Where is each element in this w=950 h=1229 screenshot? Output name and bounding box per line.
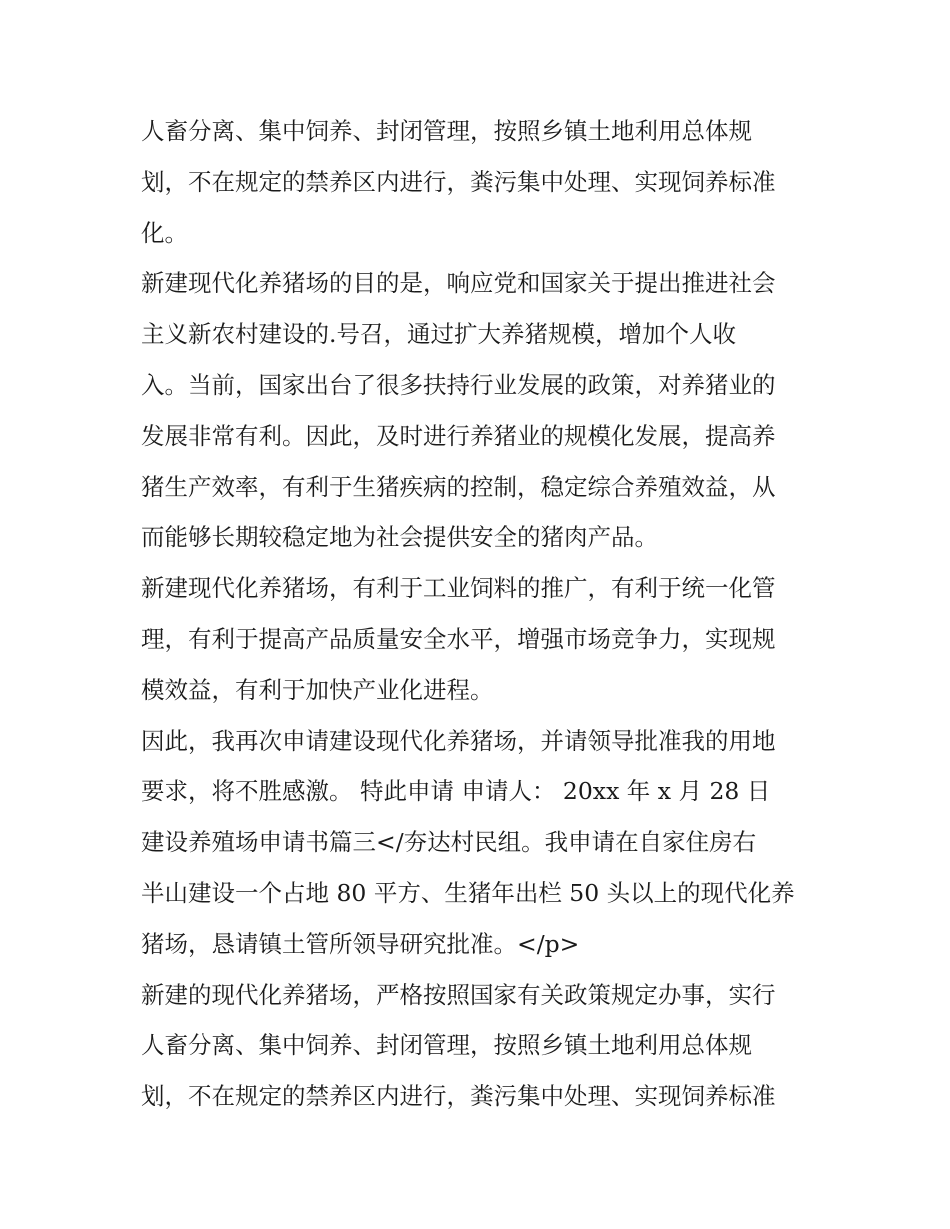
text-line: 发展非常有利。因此，及时进行养猪业的规模化发展，提高养 (141, 421, 776, 450)
text-line: 猪生产效率，有利于生猪疾病的控制，稳定综合养殖效益，从 (141, 472, 776, 501)
text-line: 因此，我再次申请建设现代化养猪场，并请领导批准我的用地 (141, 726, 776, 755)
text-line: 划，不在规定的禁养区内进行，粪污集中处理、实现饲养标准 (141, 1082, 776, 1111)
text-line: 模效益，有利于加快产业化进程。 (141, 675, 494, 704)
text-line: 主义新农村建设的.号召，通过扩大养猪规模，增加个人收 (141, 320, 736, 349)
text-line: 而能够长期较稳定地为社会提供安全的猪肉产品。 (141, 523, 658, 552)
document-body (141, 106, 821, 1122)
text-line: 猪场，恳请镇土管所领导研究批准。</p> (141, 929, 580, 958)
text-line: 化。 (141, 218, 188, 247)
text-line: 新建现代化养猪场的目的是，响应党和国家关于提出推进社会 (141, 269, 776, 298)
text-line: 半山建设一个占地 80 平方、生猪年出栏 50 头以上的现代化养 (141, 878, 795, 907)
text-line: 入。当前，国家出台了很多扶持行业发展的政策，对养猪业的 (141, 370, 776, 399)
text-line: 建设养殖场申请书篇三</夯达村民组。我申请在自家住房右 (141, 828, 757, 857)
text-line: 要求，将不胜感激。 特此申请 申请人： 20xx 年 x 月 28 日 (141, 777, 771, 806)
text-line: 新建的现代化养猪场，严格按照国家有关政策规定办事，实行 (141, 980, 776, 1009)
text-line: 划，不在规定的禁养区内进行，粪污集中处理、实现饲养标准 (141, 167, 776, 196)
text-line: 人畜分离、集中饲养、封闭管理，按照乡镇土地利用总体规 (141, 1031, 752, 1060)
text-line: 新建现代化养猪场，有利于工业饲料的推广，有利于统一化管 (141, 574, 776, 603)
text-line: 人畜分离、集中饲养、封闭管理，按照乡镇土地利用总体规 (141, 117, 752, 145)
text-line: 理，有利于提高产品质量安全水平，增强市场竞争力，实现规 (141, 624, 776, 653)
